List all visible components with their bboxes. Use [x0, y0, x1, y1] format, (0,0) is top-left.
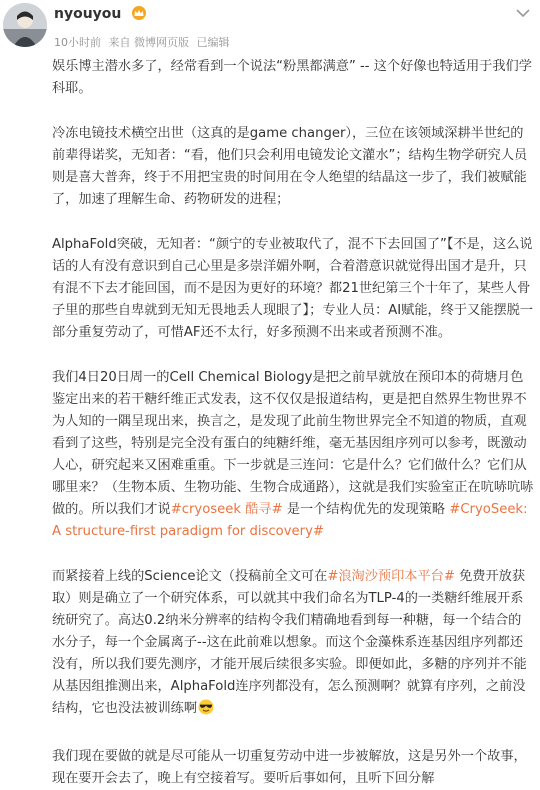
- post-content: [52, 56, 534, 790]
- avatar[interactable]: [3, 3, 47, 47]
- vip-crown-icon[interactable]: [131, 6, 147, 24]
- chevron-down-icon[interactable]: [514, 6, 532, 20]
- paragraph-4-text-a: 我们4日20日周一的Cell Chemical Biology是把之前早就放在预印本的荷塘月色鉴定出来的若干糖纤维正式发表，这不仅仅是报道结构，更是把自然界生物世界不为人知的一隅呈现出来，换言之，是发现了此前生物世界完全不知道的物质，直观看到了这些，特别是完全没有蛋白的纯糖纤维，毫无基因组序列可以参考，既激动人心，研究起来又困难重重。下一步就是三连问：它是什么？它们做什么？它们从哪里来？（生物本质、生物功能、生物合成通路），这就是我们实验室正在吭哧吭哧做的。所以我们才说: [52, 370, 534, 517]
- sunglasses-emoji-icon: [198, 699, 214, 723]
- edited-label[interactable]: 已编辑: [196, 36, 230, 49]
- post-time[interactable]: 10小时前: [54, 36, 101, 49]
- post-header: [0, 0, 540, 56]
- post-source: 来自 微博网页版: [108, 36, 189, 49]
- username-row: [54, 6, 147, 24]
- paragraph-3: AlphaFold突破，无知者：“颜宁的专业被取代了，混不下去回国了”【不是，这么说话的人有没有意识到自己心里是多崇洋媚外啊，合着潜意识就觉得出国才是升，只有混不下去才能回国，而不是因为更好的环境？都21世纪第三个十年了，某些人骨子里的那些自卑就到无知无畏地丢人现眼了】；专业人员：AI赋能，终于又能摆脱一部分重复劳动了，可惜AF还不太行，好多预测不出来或者预测不准。: [52, 237, 534, 340]
- post-meta: [54, 34, 234, 50]
- topic-tag-cryoseek[interactable]: #cryoseek 酷寻#: [170, 502, 283, 517]
- paragraph-5-text-b: 免费开放获取）则是确立了一个研究体系，可以就其中我们命名为TLP-4的一类糖纤维展开系统研究了。高达0.2纳米分辨率的结构令我们精确地看到每一种糖，每一个结合的水分子，每一个金属离子--这在此前难以想象。而这个金藻株系连基因组序列都还没有，所以我们要先测序，才能开展后续很多实验。即便如此，多糖的序列并不能从基因组推测出来，AlphaFold连序列都没有，怎么预测啊？就算有序列，之前没结构，它也没法被训练啊: [52, 569, 527, 716]
- paragraph-5: [52, 566, 534, 723]
- paragraph-6: 我们现在要做的就是尽可能从一切重复劳动中进一步被解放，这是另外一个故事，现在要开会去了，晚上有空接着写。要听后事如何，且听下回分解: [52, 749, 527, 786]
- paragraph-4-text-b: 是一个结构优先的发现策略: [282, 502, 450, 517]
- topic-tag-cryoseek-paradigm[interactable]: #CryoSeek: A structure-first paradigm for discovery#: [52, 502, 528, 539]
- topic-tag-preprint-platform[interactable]: #浪淘沙预印本平台#: [327, 569, 455, 584]
- paragraph-4: [52, 367, 534, 543]
- paragraph-1: 娱乐博主潜水多了，经常看到一个说法“粉黑都满意” -- 这个好像也特适用于我们学科耶。: [52, 59, 532, 96]
- paragraph-5-text-a: 而紧接着上线的Science论文（投稿前全文可在: [52, 569, 328, 584]
- paragraph-2: 冷冻电镜技术横空出世（这真的是game changer），三位在该领域深耕半世纪的前辈得诺奖，无知者：“看，他们只会利用电镜发论文灌水”；结构生物学研究人员则是喜大普奔，终于不用把宝贵的时间用在令人绝望的结晶这一步了，我们被赋能了，加速了理解生命、药物研发的进程；: [52, 126, 528, 207]
- username[interactable]: nyouyou: [54, 6, 122, 22]
